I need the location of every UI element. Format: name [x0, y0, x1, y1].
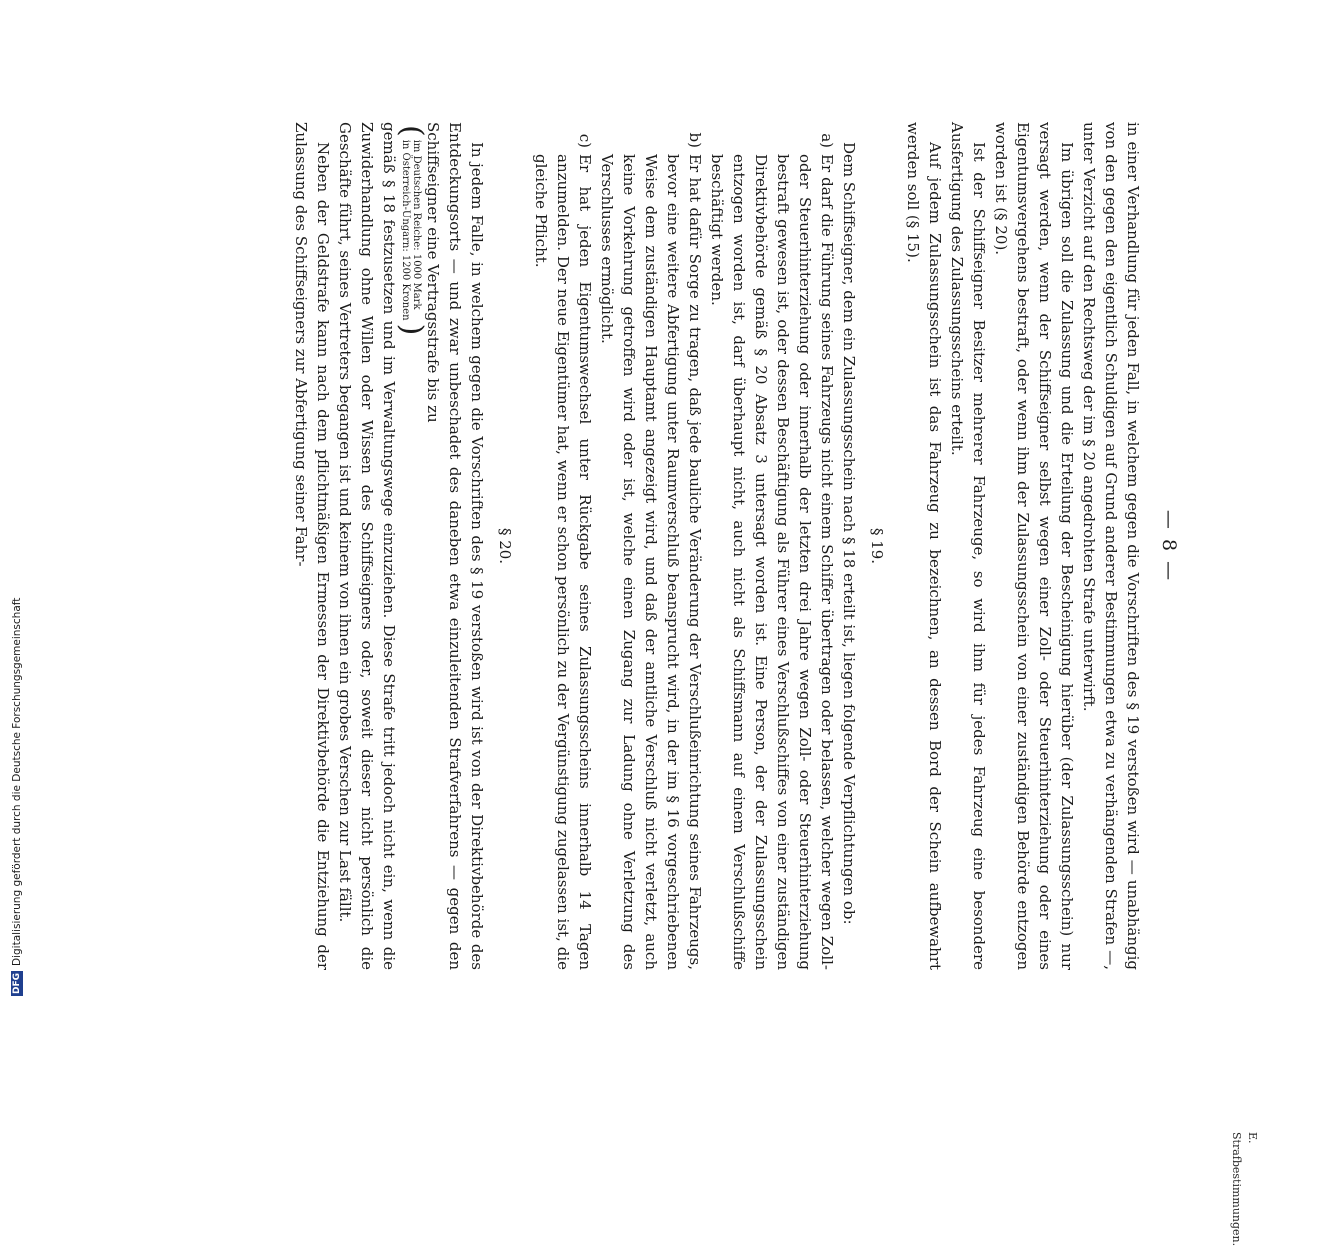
digitization-banner	[10, 0, 24, 1000]
paragraph: Dem Schiffseigner, dem ein Zulassungsschein nach § 18 erteilt ist, liegen folgende Verpflichtungen ob:	[840, 142, 858, 925]
list-item-text: Er darf die Führung seines Fahrzeugs nicht einem Schiffer übertragen oder belassen, welcher wegen Zoll- oder Steuerhinterziehung oder innerhalb der letzten drei Jahre wegen Zoll- oder Steuerhinterziehung bestraft gewesen ist, oder dessen Beschäftigung als Führer eines Verschlußschiffes von einer zuständigen Direktivbehörde gemäß § 20 Absatz 3 untersagt worden ist. Eine Person, der der Zulassungsschein entzogen worden ist, darf überhaupt nicht, auch nicht als Schiffsmann auf einem Verschlußschiffe beschäftigt werden.	[708, 154, 836, 970]
list-item-letter: b)	[686, 132, 704, 148]
paragraph: in einer Verhandlung für jeden Fall, in welchem gegen die Vorschriften des § 19 verstoßen wird — unabhängig von den gegen den eigentlich Schuldigen auf Grund anderer Bestimmungen etwa zu verhängenden Strafen —, unter Verzicht auf den Rechtsweg der im § 20 angedrohten Strafe unterwirft.	[1080, 122, 1142, 970]
bracket-glyph: )	[394, 323, 429, 336]
banner-text: Digitalisierung gefördert durch die Deutsche Forschungsgemeinschaft	[11, 597, 23, 966]
bracket-glyph: (	[394, 125, 429, 137]
margin-note: E. Strafbestimmungen.	[1230, 1132, 1259, 1247]
list-item-text: Er hat dafür Sorge zu tragen, daß jede bauliche Veränderung der Verschlußeinrichtung seines Fahrzeugs, bevor eine weitere Abfertigung unter Raumverschluß beansprucht wird, in der im § 16 vorgeschriebenen Weise dem zuständigen Hauptamt angezeigt wird, und daß der amtliche Verschluß nicht verletzt, auch keine Vorkehrung getroffen wird oder ist, welche einen Zugang zur Ladung ohne Verletzung des Verschlusses ermöglicht.	[598, 154, 704, 970]
penalty-austria: in Österreich-Ungarn: 1200 Kronen	[400, 139, 411, 321]
section-heading-20: § 20.	[496, 527, 514, 565]
dfg-logo-icon: DFG	[12, 972, 22, 994]
list-item-letter: a)	[818, 133, 836, 148]
paragraph: gemäß § 18 festzusetzen und im Verwaltungswege einzuziehen. Diese Strafe tritt jedoch nicht ein, wenn die Zuwiderhandlung ohne Willen oder Wissen des Schiffseigners oder, soweit dieser nicht persönlich die Geschäfte führt, seines Vertreters begangen ist und keinem von ihnen ein grobes Verschen zur Last fällt.	[336, 122, 398, 970]
paragraph: Auf jedem Zulassungsschein ist das Fahrzeug zu bezeichnen, an dessen Bord der Schein aufbewahrt werden soll (§ 15).	[904, 122, 944, 970]
section-heading-19: § 19.	[868, 527, 886, 565]
document-page	[120, 122, 1259, 1247]
list-item	[596, 122, 706, 970]
paragraph: Ist der Schiffseigner Besitzer mehrerer Fahrzeuge, so wird ihm für jedes Fahrzeug eine besondere Ausfertigung des Zulassungsscheins erteilt.	[948, 122, 988, 970]
paragraph: Neben der Geldstrafe kann nach dem pflichtmäßigen Ermessen der Direktivbehörde die Entziehung der Zulassung des Schiffseigners zur Abfertigung seiner Fahr-	[292, 122, 332, 970]
paragraph: Im übrigen soll die Zulassung und die Erteilung der Bescheinigung hierüber (der Zulassungsschein) nur versagt werden, wenn der Schiffseigner selbst wegen einer Zoll- oder Steuerhinterziehung oder eines Eigentumsvergehens bestraft, oder wenn ihm der Zulassungsschein von einer zuständigen Behörde entzogen worden ist (§ 20).	[992, 122, 1076, 970]
list-item-letter: c)	[576, 133, 594, 148]
list-item-text: Er hat jeden Eigentumswechsel unter Rückgabe seines Zulassungsscheins innerhalb 14 Tagen anzumelden. Der neue Eigentümer hat, wenn er schon persönlich zu der Vergünstigung zugelassen ist, die gleiche Pflicht.	[532, 154, 594, 970]
penalty-germany: im Deutschen Reiche: 1000 Mark	[411, 139, 422, 310]
page-number: — 8 —	[1158, 509, 1180, 583]
list-item	[706, 122, 838, 970]
paragraph: In jedem Falle, in welchem gegen die Vorschriften des § 19 verstoßen wird ist von der Direktivbehörde des Entdeckungsorts — und zwar unbeschadet des daneben etwa einzuleitenden Strafverfahrens — gegen den Schiffseigner eine Vertragsstrafe bis zu	[424, 122, 486, 970]
list-item	[530, 122, 596, 970]
penalty-amounts	[394, 122, 429, 970]
penalty-box	[400, 140, 422, 321]
